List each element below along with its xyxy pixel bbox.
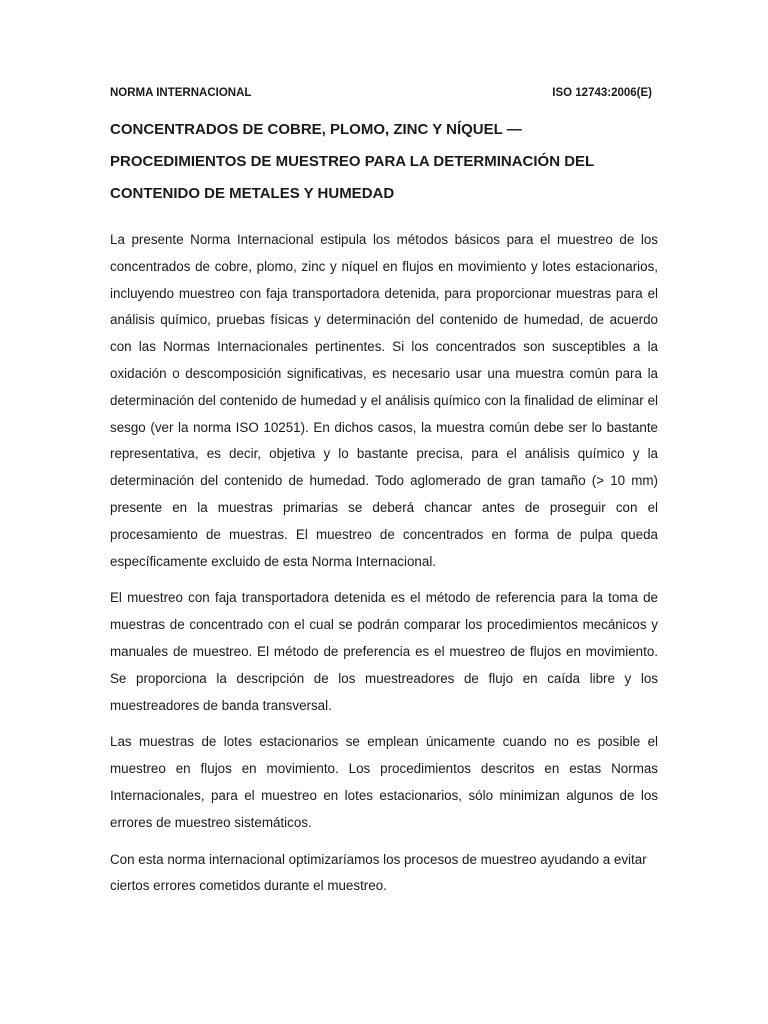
- document-title: [110, 114, 658, 210]
- header-label: NORMA INTERNACIONAL: [110, 87, 252, 99]
- title-line-3: CONTENIDO DE METALES Y HUMEDAD: [110, 185, 395, 202]
- document-header: [110, 84, 658, 102]
- title-line-1: CONCENTRADOS DE COBRE, PLOMO, ZINC Y NÍQUEL —: [110, 121, 522, 138]
- title-line-2: PROCEDIMIENTOS DE MUESTREO PARA LA DETERMINACIÓN DEL: [110, 153, 595, 170]
- paragraph-reference-method: El muestreo con faja transportadora detenida es el método de referencia para la toma de muestras de concentrado con el cual se podrán comparar los procedimientos mecánicos y manuales de muestreo. El método de preferencia es el muestreo de flujos en movimiento. Se proporciona la descripción de los muestreadores de flujo en caída libre y los muestreadores de banda transversal.: [110, 590, 658, 713]
- document-page: [110, 84, 658, 900]
- paragraph-scope: La presente Norma Internacional estipula los métodos básicos para el muestreo de los concentrados de cobre, plomo, zinc y níquel en flujos en movimiento y lotes estacionarios, incluyendo muestreo con faja transportadora detenida, para proporcionar muestras para el análisis químico, pruebas físicas y determinación del contenido de humedad, de acuerdo con las Normas Internacionales pertinentes. Si los concentrados son susceptibles a la oxidación o descomposición significativas, es necesario usar una muestra común para la determinación del contenido de humedad y el análisis químico con la finalidad de eliminar el sesgo (ver la norma ISO 10251). En dichos casos, la muestra común debe ser lo bastante representativa, es decir, objetiva y lo bastante precisa, para el análisis químico y la determinación del contenido de humedad. Todo aglomerado de gran tamaño (> 10 mm) presente en la muestras primarias se deberá chancar antes de proseguir con el procesamiento de muestras. El muestreo de concentrados en forma de pulpa queda específicamente excluido de esta Norma Internacional.: [110, 232, 658, 569]
- paragraph-conclusion: Con esta norma internacional optimizaríamos los procesos de muestreo ayudando a evitar ciertos errores cometidos durante el muestreo.: [110, 851, 647, 894]
- paragraph-stationary-lots: Las muestras de lotes estacionarios se emplean únicamente cuando no es posible el muestreo en flujos en movimiento. Los procedimientos descritos en estas Normas Internacionales, para el muestreo en lotes estacionarios, sólo minimizan algunos de los errores de muestreo sistemáticos.: [110, 734, 658, 830]
- standard-code: ISO 12743:2006(E): [552, 87, 652, 99]
